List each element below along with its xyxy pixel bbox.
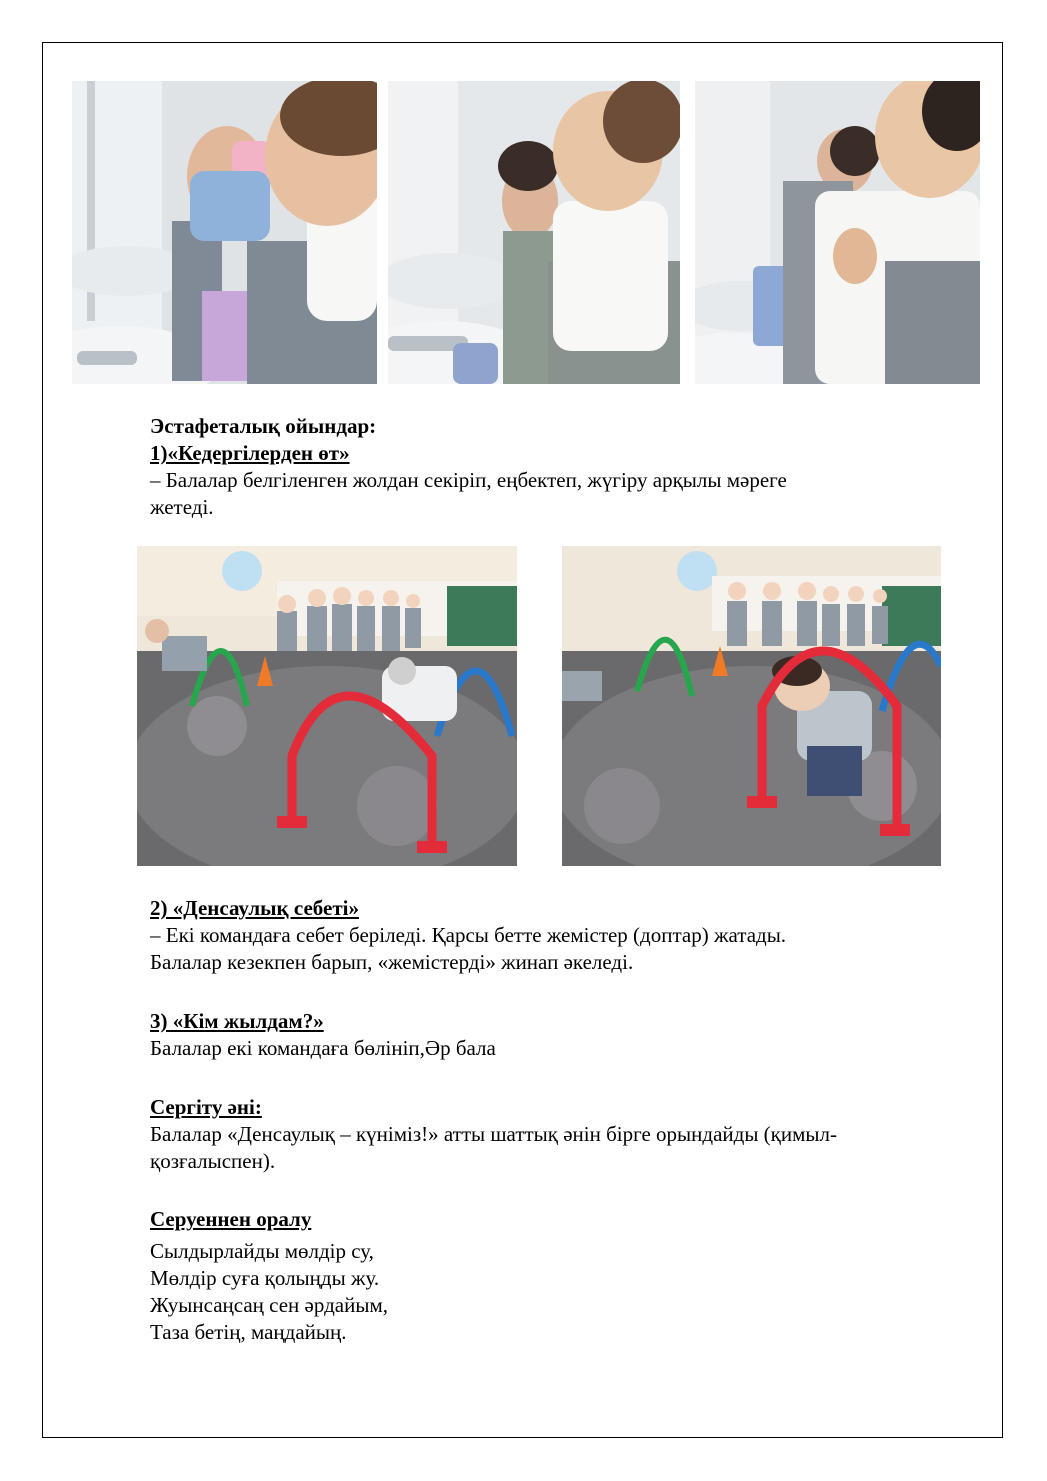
song-section: [150, 1094, 980, 1175]
relay-title: Эстафеталық ойындар:: [150, 414, 377, 438]
song-desc-line2: қозғалыспен).: [150, 1149, 276, 1173]
song-title: Сергіту әні:: [150, 1095, 262, 1119]
return-title: Серуеннен оралу: [150, 1207, 312, 1231]
game2-desc-line1: – Екі командаға себет беріледі. Қарсы бетте жемістер (доптар) жатады.: [150, 923, 787, 947]
game3-desc-line1: Балалар екі командаға бөлініп,Әр бала: [150, 1036, 496, 1060]
photo-relay-hoops-1: [137, 546, 517, 866]
poem-line: Мөлдір суға қолыңды жу.: [150, 1266, 380, 1290]
game1-desc-line1: – Балалар белгіленген жолдан секіріп, еңбектеп, жүгіру арқылы мәреге: [150, 468, 787, 492]
game2-desc-line2: Балалар кезекпен барып, «жемістерді» жинап әкеледі.: [150, 950, 634, 974]
game3-title: 3) «Кім жылдам?»: [150, 1009, 324, 1033]
song-desc-line1: Балалар «Денсаулық – күніміз!» атты шаттық әнін бірге орындайды (қимыл-: [150, 1122, 837, 1146]
photo-children-drinking-water: [72, 81, 377, 384]
poem-line: Таза бетің, маңдайың.: [150, 1320, 347, 1344]
photo-children-gargling-2: [695, 81, 980, 384]
return-section: [150, 1206, 980, 1346]
game1-desc-line2: жетеді.: [150, 495, 214, 519]
poem-line: Сылдырлайды мөлдір су,: [150, 1239, 374, 1263]
game3-section: [150, 1008, 980, 1062]
game2-title: 2) «Денсаулық себеті»: [150, 896, 359, 920]
game1-title: 1)«Кедергілерден өт»: [150, 441, 350, 465]
photo-children-gargling-1: [388, 81, 680, 384]
photo-relay-hoops-2: [562, 546, 941, 866]
relay-section: [150, 413, 980, 521]
poem-line: Жуынсаңсаң сен әрдайым,: [150, 1293, 388, 1317]
game2-section: [150, 895, 980, 976]
